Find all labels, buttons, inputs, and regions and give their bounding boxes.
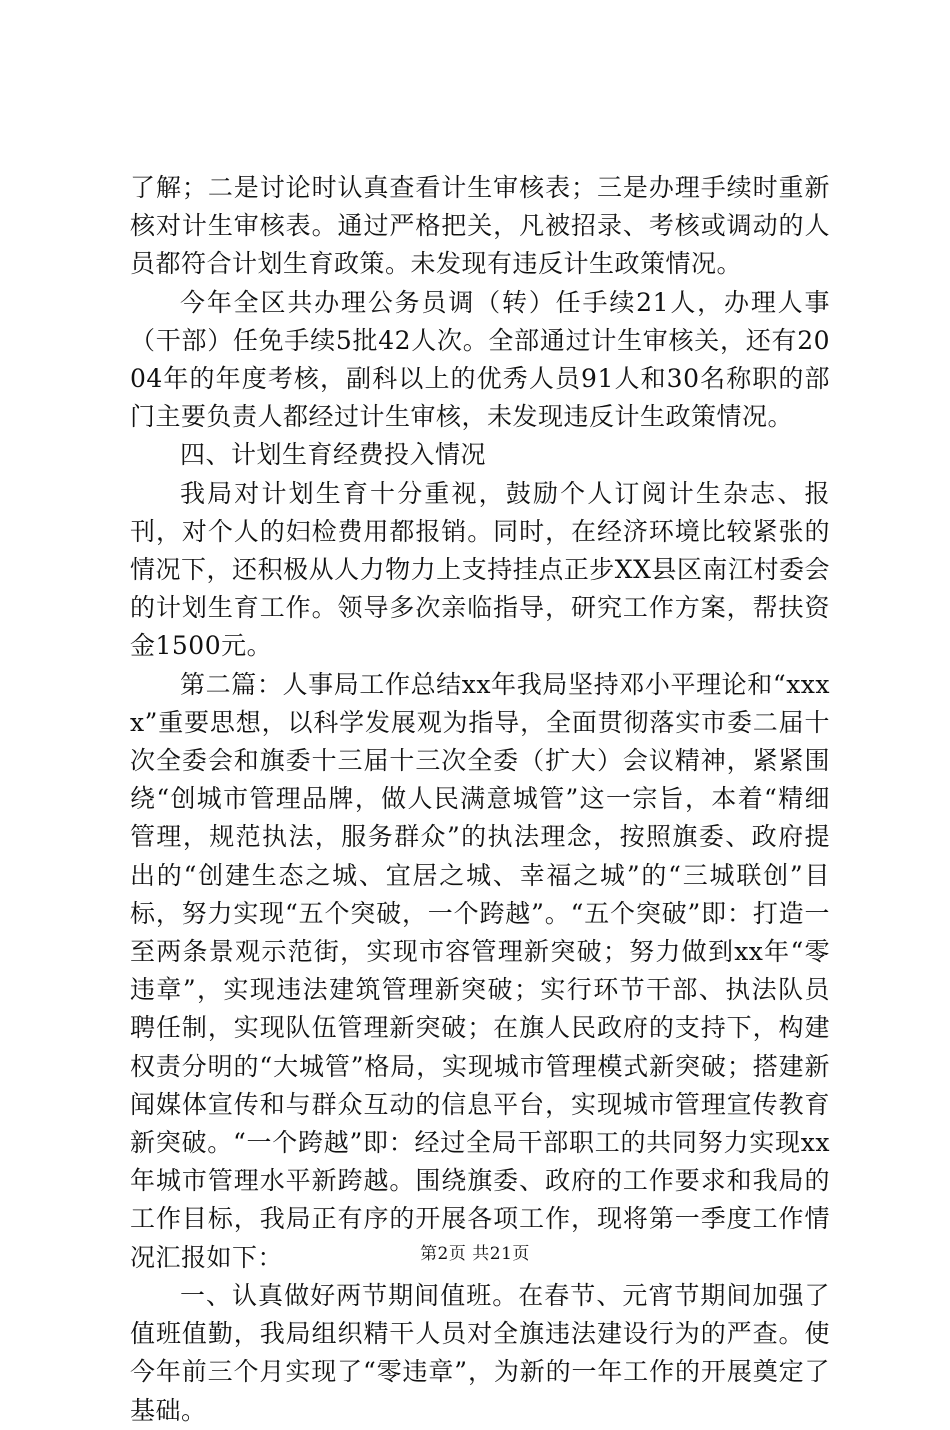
paragraph-funding: 我局对计划生育十分重视，鼓励个人订阅计生杂志、报刊，对个人的妇检费用都报销。同时，在经济环境比较紧张的情况下，还积极从人力物力上支持挂点正步XX县区南江村委会的计划生育工作。领导多次亲临指导，研究工作方案，帮扶资金1500元。	[130, 478, 830, 661]
document-body	[130, 169, 830, 1430]
page-footer	[0, 1242, 950, 1266]
paragraph-holiday-duty: 一、认真做好两节期间值班。在春节、元宵节期间加强了值班值勤，我局组织精干人员对全旗违法建设行为的严查。使今年前三个月实现了“零违章”，为新的一年工作的开展奠定了基础。	[130, 1280, 830, 1425]
paragraph-personnel-stats: 今年全区共办理公务员调（转）任手续21人，办理人事（干部）任免手续5批42人次。全部通过计生审核关，还有2004年的年度考核，副科以上的优秀人员91人和30名称职的部门主要负责人都经过计生审核，未发现违反计生政策情况。	[130, 287, 830, 432]
paragraph-continuation: 了解；二是讨论时认真查看计生审核表；三是办理手续时重新核对计生审核表。通过严格把关，凡被招录、考核或调动的人员都符合计划生育政策。未发现有违反计生政策情况。	[130, 173, 830, 279]
section-heading-funding: 四、计划生育经费投入情况	[180, 440, 487, 470]
paragraph-second-article: 第二篇：人事局工作总结xx年我局坚持邓小平理论和“xxxx”重要思想，以科学发展观为指导，全面贯彻落实市委二届十次全委会和旗委十三届十三次全委（扩大）会议精神，紧紧围绕“创城市管理品牌，做人民满意城管”这一宗旨，本着“精细管理，规范执法，服务群众”的执法理念，按照旗委、政府提出的“创建生态之城、宜居之城、幸福之城”的“三城联创”目标，努力实现“五个突破，一个跨越”。“五个突破”即：打造一至两条景观示范街，实现市容管理新突破；努力做到xx年“零违章”，实现违法建筑管理新突破；实行环节干部、执法队员聘任制，实现队伍管理新突破；在旗人民政府的支持下，构建权责分明的“大城管”格局，实现城市管理模式新突破；搭建新闻媒体宣传和与群众互动的信息平台，实现城市管理宣传教育新突破。“一个跨越”即：经过全局干部职工的共同努力实现xx年城市管理水平新跨越。围绕旗委、政府的工作要求和我局的工作目标，我局正有序的开展各项工作，现将第一季度工作情况汇报如下：	[130, 669, 830, 1272]
page-number: 第2页 共21页	[420, 1244, 530, 1264]
